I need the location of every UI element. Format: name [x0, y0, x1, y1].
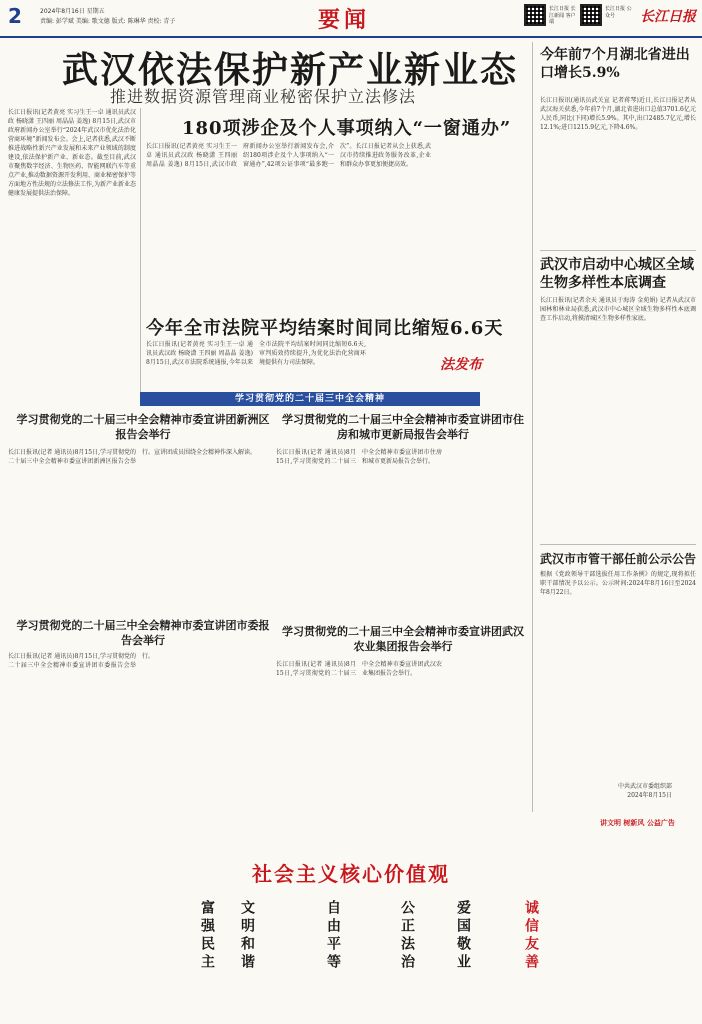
- column-divider: [140, 108, 141, 393]
- report-headline[interactable]: 学习贯彻党的二十届三中全会精神市委宣讲团新洲区报告会举行: [16, 413, 270, 441]
- section-banner: 学习贯彻党的二十届三中全会精神: [140, 392, 480, 406]
- ad-logo: 讲文明 树新风 公益广告: [600, 818, 675, 827]
- value-pair: 自由平等: [325, 900, 341, 972]
- report-body: 长江日报讯(记者 通讯员)8月15日,学习贯彻党的二十届三中全会精神市委宣讲团市委报告会举行。: [8, 653, 155, 669]
- report-body: 长江日报讯(记者 通讯员)8月15日,学习贯彻党的二十届三中全会精神市委宣讲团武汉农业集团报告会举行。: [276, 661, 442, 677]
- story-headline[interactable]: 180项涉企及个人事项纳入“一窗通办”: [182, 118, 512, 139]
- fabu-logo: 法发布: [440, 357, 482, 373]
- page-header: [0, 0, 702, 38]
- signoff-date: 2024年8月15日: [627, 792, 673, 799]
- qr-code-icon[interactable]: [524, 4, 546, 26]
- report-body: 长江日报讯(记者 通讯员)8月15日,学习贯彻党的二十届三中全会精神市委宣讲团新洲区报告会举行。宣讲团成员围绕全会精神作深入解读。: [8, 449, 257, 465]
- report-headline[interactable]: 学习贯彻党的二十届三中全会精神市委宣讲团市住房和城市更新局报告会举行: [282, 413, 524, 441]
- lead-subhead: 推进数据资源管理商业秘密保护立法修法: [110, 87, 417, 106]
- section-title: 要闻: [318, 7, 371, 33]
- editor-credits: 责编: 彭学斌 美编: 歌文德 版式: 陈琳华 责校: 青子: [40, 18, 176, 25]
- value-pair: 富强民主: [199, 900, 215, 972]
- value-pair: 文明和谐: [239, 900, 255, 972]
- story-headline[interactable]: 今年全市法院平均结案时间同比缩短6.6天: [146, 318, 504, 339]
- signoff: [618, 782, 672, 800]
- side-body: 长江日报讯(通讯员武关宣 记者蒋琴)近日,长江日报记者从武汉海关获悉,今年前7个月,湖北省进出口总值3701.6亿元人民币,同比(下同)增长5.9%。其中,出口2485.7亿元,增长12.1%;进口1215.9亿元,下降4.6%。: [540, 97, 696, 131]
- section-divider: [540, 544, 696, 545]
- value-pair: 诚信友善: [523, 900, 539, 972]
- value-pair: 爱国敬业: [455, 900, 471, 972]
- report-headline[interactable]: 学习贯彻党的二十届三中全会精神市委宣讲团武汉农业集团报告会举行: [282, 625, 524, 653]
- report-body: 长江日报讯(记者 通讯员)8月15日,学习贯彻党的二十届三中全会精神市委宣讲团市住房和城市更新局报告会举行。: [276, 449, 442, 465]
- story-body: 长江日报讯(记者黄亮 实习生王一卓 通讯员武汉政 杨晓潇 王四丽 周晶晶 姜逸) 8月15日,武汉市政府新闻办公室举行新闻发布会,介绍180项涉企及个人事项纳入“一窗通办”,42项公证事项“最多跑一次”。长江日报记者从会上获悉,武汉市持续推进政务服务改革,企业和群众办事更加便捷高效。: [146, 143, 431, 168]
- lead-headline[interactable]: 武汉依法保护新产业新业态: [62, 49, 519, 91]
- side-headline[interactable]: 今年前7个月湖北省进出口增长5.9%: [540, 47, 690, 81]
- value-pair: 公正法治: [399, 900, 415, 972]
- qr-label: 长江日报 公众号: [605, 6, 632, 19]
- story-body: 长江日报讯(记者黄亮 实习生王一卓 通讯员武汉政 杨晓潇 王四丽 周晶晶 姜逸) 8月15日,武汉市法院系统通报,今年以来全市法院平均结案时间同比缩短6.6天,审判质效持续提升,为优化法治化营商环境提供有力司法保障。: [146, 341, 366, 366]
- issue-date: 2024年8月16日 星期五: [40, 8, 105, 15]
- lead-body: 长江日报讯(记者黄亮 实习生王一卓 通讯员武汉政 杨晓潇 王四丽 周晶晶 姜逸) 8月15日,武汉市政府新闻办公室举行“2024年武汉市优化法治化营商环境”新闻发布会。会上,记者获悉,武汉不断推进战略性新兴产业发展和未来产业领域的制度建设,依法保护新产业、新业态。截至目前,武汉市聚焦数字经济、生物医药、智能网联汽车等重点产业,推动数据资源开发利用、商业秘密保护等方面地方性法规的立法修法工作,为新产业新业态健康发展提供法治保障。: [8, 109, 136, 197]
- paper-logo: 长江日报: [640, 9, 696, 25]
- side-headline[interactable]: 武汉市市管干部任前公示公告: [540, 552, 697, 566]
- signoff-org: 中共武汉市委组织部: [618, 783, 673, 790]
- side-body: 根据《党政领导干部选拔任用工作条例》的规定,现将拟任职干部情况予以公示。公示时间:2024年8月16日至2024年8月22日。: [540, 571, 696, 596]
- qr-code-icon[interactable]: [580, 4, 602, 26]
- ad-title: 社会主义核心价值观: [252, 862, 450, 886]
- report-headline[interactable]: 学习贯彻党的二十届三中全会精神市委宣讲团市委报告会举行: [16, 619, 270, 647]
- side-headline[interactable]: 武汉市启动中心城区全域生物多样性本底调查: [540, 257, 694, 291]
- side-body: 长江日报讯(记者余天 通讯员于海涛 金苑娟) 记者从武汉市园林和林业局获悉,武汉市中心城区全域生物多样性本底调查工作启动,将摸清城区生物多样性家底。: [540, 297, 696, 322]
- page-number: 2: [8, 4, 22, 28]
- public-service-ad: [0, 812, 702, 1024]
- section-divider: [540, 250, 696, 251]
- qr-label: 长江日报 长江新闻 客户端: [549, 6, 576, 25]
- column-divider: [532, 42, 533, 812]
